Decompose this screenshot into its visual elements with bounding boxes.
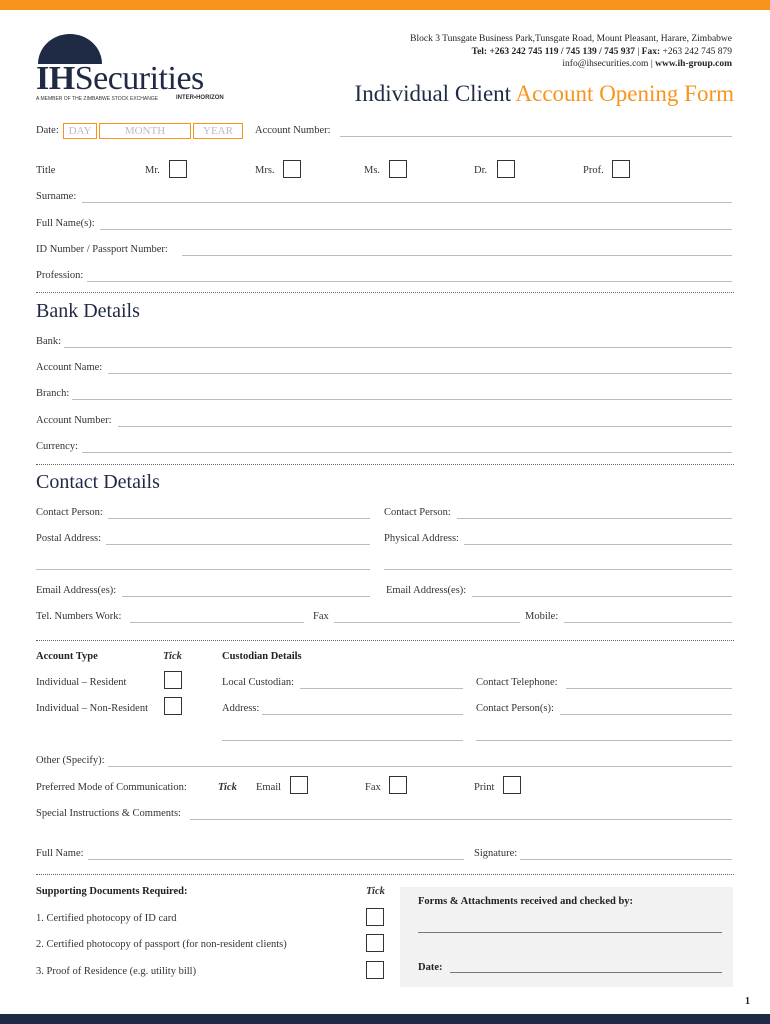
- company-website[interactable]: www.ih-group.com: [655, 59, 732, 69]
- physical-address-line-2[interactable]: [384, 569, 732, 570]
- custodian-address-field[interactable]: [262, 714, 463, 715]
- company-email[interactable]: info@ihsecurities.com: [562, 59, 649, 69]
- bottom-bar: [0, 1014, 770, 1024]
- currency-label: Currency:: [36, 441, 78, 452]
- bank-field[interactable]: [64, 347, 732, 348]
- document-passport-checkbox[interactable]: [366, 934, 384, 952]
- contact-person-label: Contact Person:: [36, 507, 103, 518]
- fax-label: Fax: [313, 611, 329, 622]
- title-ms-label: Ms.: [364, 165, 381, 176]
- comm-fax-checkbox[interactable]: [389, 776, 407, 794]
- document-item-proof-residence: 3. Proof of Residence (e.g. utility bill): [36, 966, 197, 977]
- preferred-communication-tick: Tick: [218, 782, 237, 793]
- signature-label: Signature:: [474, 848, 518, 859]
- contact-persons-field[interactable]: [560, 714, 732, 715]
- id-number-label: ID Number / Passport Number:: [36, 244, 168, 255]
- document-proof-residence-checkbox[interactable]: [366, 961, 384, 979]
- mobile-label: Mobile:: [525, 611, 559, 622]
- email-web-line: info@ihsecurities.com | www.ih-group.com: [562, 59, 732, 69]
- email-2-label: Email Address(es):: [386, 585, 467, 596]
- signatory-fullname-label: Full Name:: [36, 848, 84, 859]
- comm-fax-label: Fax: [365, 782, 381, 793]
- bank-account-number-field[interactable]: [118, 426, 732, 427]
- top-accent-bar: [0, 0, 770, 10]
- mobile-field[interactable]: [564, 622, 732, 623]
- email-field[interactable]: [122, 596, 370, 597]
- date-day-field[interactable]: DAY: [63, 123, 97, 139]
- title-mrs-label: Mrs.: [255, 165, 275, 176]
- custodian-address-line-2[interactable]: [222, 740, 463, 741]
- contact-person-2-label: Contact Person:: [384, 507, 451, 518]
- contact-telephone-field[interactable]: [566, 688, 732, 689]
- phone-fax-line: Tel: +263 242 745 119 / 745 139 / 745 937 | Fax: +263 242 745 879: [471, 46, 732, 57]
- title-mrs-checkbox[interactable]: [283, 160, 301, 178]
- fullname-field[interactable]: [100, 229, 732, 230]
- local-custodian-field[interactable]: [300, 688, 463, 689]
- contact-person-2-field[interactable]: [457, 518, 732, 519]
- fax-field[interactable]: [334, 622, 520, 623]
- postal-address-line-2[interactable]: [36, 569, 370, 570]
- contact-details-heading: Contact Details: [36, 471, 160, 493]
- individual-non-resident-label: Individual – Non-Resident: [36, 703, 148, 714]
- bank-account-name-field[interactable]: [108, 373, 732, 374]
- email-label: Email Address(es):: [36, 585, 117, 596]
- contact-person-field[interactable]: [108, 518, 370, 519]
- signatory-fullname-field[interactable]: [88, 859, 464, 860]
- special-instructions-field[interactable]: [190, 819, 732, 820]
- title-label: Title: [36, 165, 56, 176]
- date-year-field[interactable]: YEAR: [193, 123, 243, 139]
- other-specify-label: Other (Specify):: [36, 755, 105, 766]
- logo-wordmark: IHSecurities: [36, 60, 204, 97]
- ih-securities-logo: [36, 34, 236, 104]
- profession-field[interactable]: [87, 281, 732, 282]
- physical-address-label: Physical Address:: [384, 533, 459, 544]
- signature-field[interactable]: [520, 859, 732, 860]
- title-mr-checkbox[interactable]: [169, 160, 187, 178]
- office-date-field[interactable]: [450, 972, 722, 973]
- comm-email-label: Email: [256, 782, 282, 793]
- custodian-address-label: Address:: [222, 703, 260, 714]
- other-specify-field[interactable]: [108, 766, 732, 767]
- documents-tick-heading: Tick: [366, 886, 385, 897]
- tel-work-label: Tel. Numbers Work:: [36, 611, 122, 622]
- account-number-field[interactable]: [340, 136, 732, 137]
- bank-account-name-label: Account Name:: [36, 362, 103, 373]
- section-divider: [36, 464, 734, 465]
- special-instructions-label: Special Instructions & Comments:: [36, 808, 181, 819]
- individual-non-resident-checkbox[interactable]: [164, 697, 182, 715]
- form-title: Individual Client Account Opening Form: [354, 81, 734, 106]
- date-month-field[interactable]: MONTH: [99, 123, 191, 139]
- preferred-communication-label: Preferred Mode of Communication:: [36, 782, 187, 793]
- section-divider: [36, 874, 734, 875]
- supporting-documents-heading: Supporting Documents Required:: [36, 886, 188, 897]
- title-ms-checkbox[interactable]: [389, 160, 407, 178]
- document-item-passport: 2. Certified photocopy of passport (for non-resident clients): [36, 939, 287, 950]
- surname-label: Surname:: [36, 191, 77, 202]
- address-line: Block 3 Tunsgate Business Park,Tunsgate Road, Mount Pleasant, Harare, Zimbabwe: [410, 34, 732, 44]
- account-type-tick-heading: Tick: [163, 651, 182, 662]
- bank-account-number-label: Account Number:: [36, 415, 112, 426]
- branch-field[interactable]: [72, 399, 732, 400]
- title-prof-checkbox[interactable]: [612, 160, 630, 178]
- comm-print-label: Print: [474, 782, 495, 793]
- company-address: [410, 33, 732, 71]
- bank-label: Bank:: [36, 336, 62, 347]
- title-mr-label: Mr.: [145, 165, 160, 176]
- individual-resident-label: Individual – Resident: [36, 677, 127, 688]
- document-item-id-card: 1. Certified photocopy of ID card: [36, 913, 177, 924]
- surname-field[interactable]: [82, 202, 732, 203]
- title-dr-label: Dr.: [474, 165, 488, 176]
- date-label: Date:: [36, 125, 59, 136]
- currency-field[interactable]: [82, 452, 732, 453]
- tel-work-field[interactable]: [130, 622, 304, 623]
- account-number-label: Account Number:: [255, 125, 331, 136]
- contact-persons-label: Contact Person(s):: [476, 703, 554, 714]
- page-number: 1: [745, 996, 750, 1007]
- section-divider: [36, 640, 734, 641]
- fullname-label: Full Name(s):: [36, 218, 95, 229]
- individual-resident-checkbox[interactable]: [164, 671, 182, 689]
- received-checked-field[interactable]: [418, 932, 722, 933]
- logo-group-text: INTER•HORIZON: [176, 95, 224, 101]
- bank-details-heading: Bank Details: [36, 300, 140, 322]
- contact-persons-line-2[interactable]: [476, 740, 732, 741]
- email-2-field[interactable]: [472, 596, 732, 597]
- logo-member-text: A MEMBER OF THE ZIMBABWE STOCK EXCHANGE: [36, 96, 159, 102]
- physical-address-field[interactable]: [464, 544, 732, 545]
- local-custodian-label: Local Custodian:: [222, 677, 295, 688]
- postal-address-label: Postal Address:: [36, 533, 102, 544]
- received-checked-label: Forms & Attachments received and checked by:: [418, 896, 634, 907]
- title-dr-checkbox[interactable]: [497, 160, 515, 178]
- account-type-heading: Account Type: [36, 651, 98, 662]
- id-number-field[interactable]: [182, 255, 732, 256]
- comm-email-checkbox[interactable]: [290, 776, 308, 794]
- office-date-label: Date:: [418, 962, 443, 973]
- branch-label: Branch:: [36, 388, 70, 399]
- contact-telephone-label: Contact Telephone:: [476, 677, 558, 688]
- document-id-card-checkbox[interactable]: [366, 908, 384, 926]
- custodian-details-heading: Custodian Details: [222, 651, 302, 662]
- comm-print-checkbox[interactable]: [503, 776, 521, 794]
- title-prof-label: Prof.: [583, 165, 604, 176]
- profession-label: Profession:: [36, 270, 84, 281]
- section-divider: [36, 292, 734, 293]
- postal-address-field[interactable]: [106, 544, 370, 545]
